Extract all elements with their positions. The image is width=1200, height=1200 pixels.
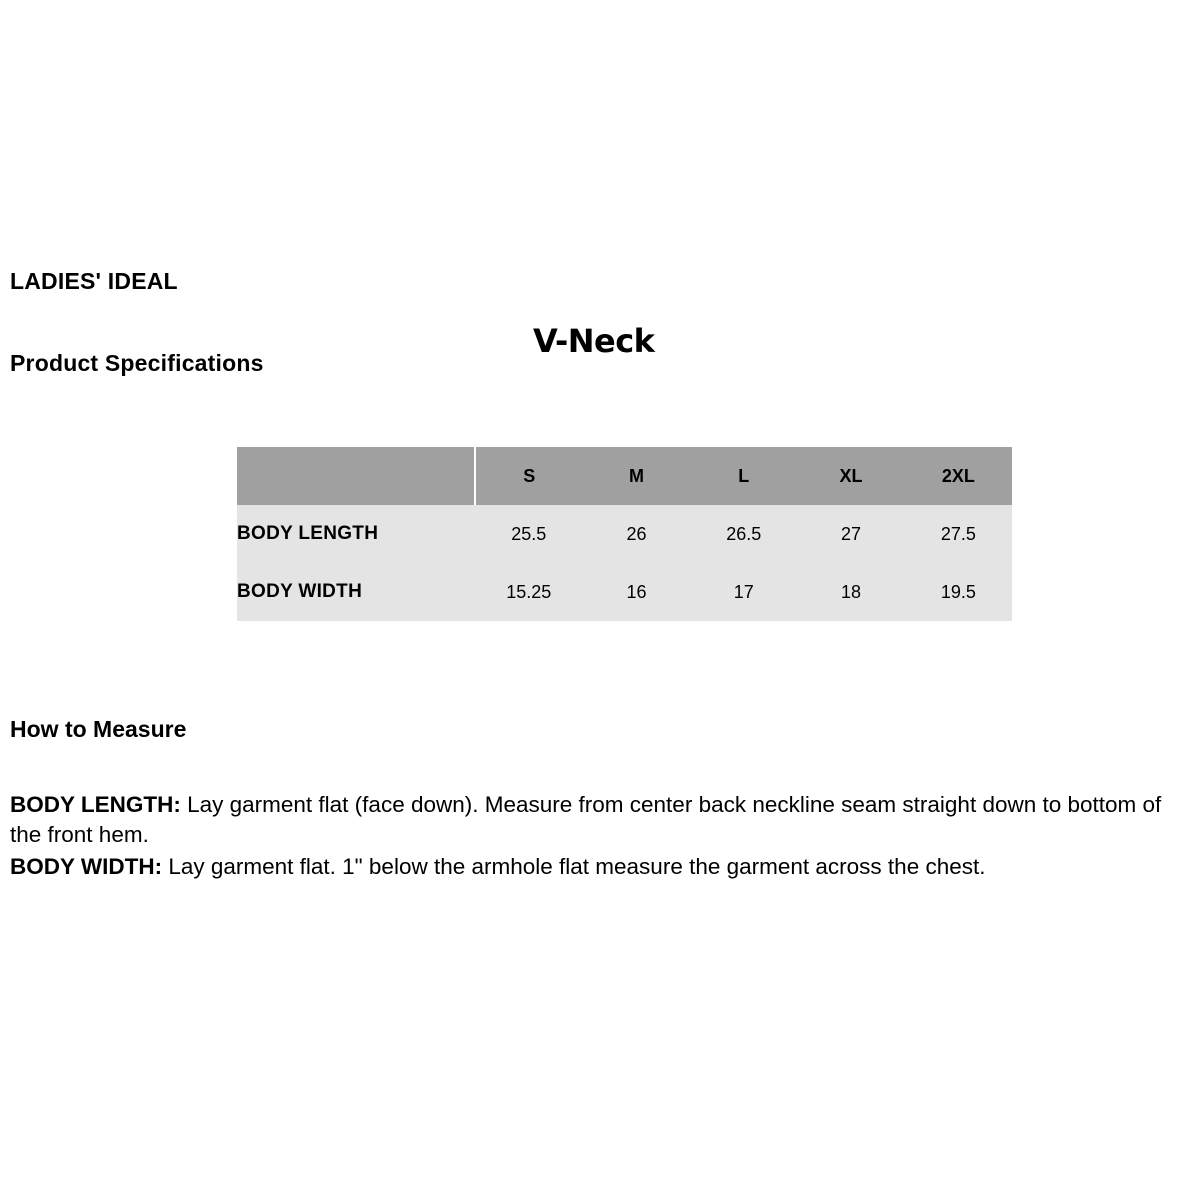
cell-body-width-2xl: 19.5 (940, 581, 976, 602)
header-cell-xl: XL (839, 465, 863, 486)
header-cell-m: M (629, 465, 644, 486)
cell-body-length-s: 25.5 (511, 523, 547, 544)
product-specifications-title: Product Specifications (10, 350, 264, 376)
cell-body-length-2xl: 27.5 (940, 523, 976, 544)
table-row (237, 563, 1012, 621)
row-label-body-width: BODY WIDTH (237, 581, 363, 602)
header-cell-l: L (738, 465, 750, 486)
brand-title: LADIES' IDEAL (10, 268, 178, 294)
how-to-measure-body (10, 790, 1192, 884)
table-header (237, 447, 1012, 505)
measure-term-body-length: BODY LENGTH: (10, 792, 181, 817)
table-header-row (237, 447, 1012, 505)
measure-instruction-body-length (10, 790, 1192, 850)
style-name-title: V-Neck (533, 322, 655, 360)
how-to-measure-title: How to Measure (10, 716, 187, 742)
cell-body-length-m: 26 (626, 523, 647, 544)
header-cell-blank (237, 447, 475, 505)
cell-body-width-xl: 18 (841, 581, 862, 602)
cell-body-width-l: 17 (733, 581, 754, 602)
table-row (237, 505, 1012, 563)
cell-body-width-s: 15.25 (506, 581, 552, 602)
header-cell-s: S (523, 465, 536, 486)
cell-body-length-l: 26.5 (726, 523, 762, 544)
measure-term-body-width: BODY WIDTH: (10, 854, 163, 879)
row-label-body-length: BODY LENGTH (237, 523, 379, 544)
cell-body-length-xl: 27 (841, 523, 862, 544)
header-cell-2xl: 2XL (941, 465, 975, 486)
table-body (237, 505, 1012, 621)
measure-instruction-body-width (10, 852, 1192, 882)
measure-text-body-length: Lay garment flat (face down). Measure from center back neckline seam straight down to bottom of the front hem. (10, 792, 1162, 847)
measure-text-body-width: Lay garment flat. 1" below the armhole flat measure the garment across the chest. (162, 854, 986, 879)
size-specification-table (237, 447, 1012, 621)
cell-body-width-m: 16 (626, 581, 647, 602)
